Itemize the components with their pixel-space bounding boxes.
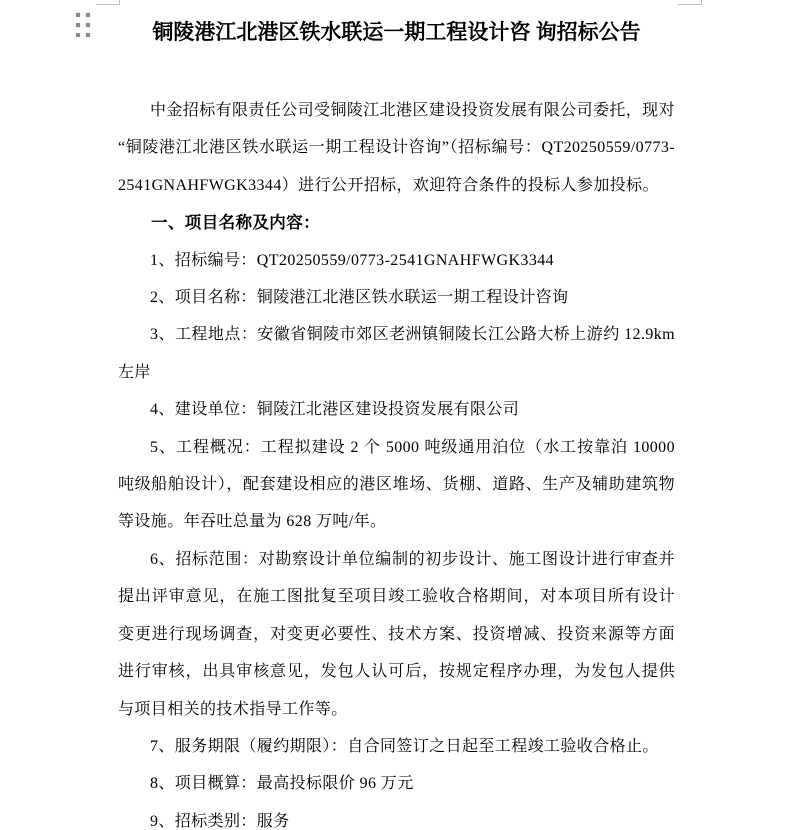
list-item-owner: 4、建设单位：铜陵江北港区建设投资发展有限公司 <box>150 401 520 419</box>
list-item-tender-number: 1、招标编号：QT20250559/0773-2541GNAHFWGK3344 <box>150 251 555 269</box>
document-body <box>118 0 675 830</box>
drag-handle-dot <box>86 13 90 17</box>
list-item-project-name: 2、项目名称：铜陵港江北港区铁水联运一期工程设计咨询 <box>150 289 569 307</box>
text-boundary-corner-mark-right <box>678 0 702 5</box>
drag-handle-dot <box>86 33 90 37</box>
list-item-tender-category: 9、招标类别：服务 <box>150 812 290 830</box>
list-item-budget: 8、项目概算：最高投标限价 96 万元 <box>150 775 414 793</box>
text-boundary-corner-mark-left <box>96 0 120 5</box>
drag-handle-dot <box>76 13 80 17</box>
drag-handle-dot <box>76 33 80 37</box>
section-heading: 一、项目名称及内容： <box>151 213 320 233</box>
drag-handle-dot <box>86 23 90 27</box>
drag-handle-dot <box>76 23 80 27</box>
list-item-project-site: 3、工程地点：安徽省铜陵市郊区老洲镇铜陵长江公路大桥上游约 12.9km 左岸 <box>118 326 675 381</box>
document-title: 铜陵港江北港区铁水联运一期工程设计咨 询招标公告 <box>152 20 641 44</box>
drag-handle-icon[interactable] <box>76 13 90 37</box>
list-item-service-period: 7、服务期限（履约期限）：自合同签订之日起至工程竣工验收合格止。 <box>150 737 659 755</box>
list-item-tender-scope: 6、招标范围：对勘察设计单位编制的初步设计、施工图设计进行审查并提出评审意见，在施工图批复至项目竣工验收合格期间，对本项目所有设计变更进行现场调查，对变更必要性、技术方案、投资增减、投资来源等方面进行审核，出具审核意见，发包人认可后，按规定程序办理，为发包人提供与项目相关的技术指导工作等。 <box>118 550 675 718</box>
list-item-project-profile: 5、工程概况：工程拟建设 2 个 5000 吨级通用泊位（水工按靠泊 10000 吨级船舶设计），配套建设相应的港区堆场、货棚、道路、生产及辅助建筑物等设施。年吞吐总量为 628 万吨/年。 <box>118 438 675 531</box>
intro-paragraph: 中金招标有限责任公司受铜陵江北港区建设投资发展有限公司委托，现对“铜陵港江北港区铁水联运一期工程设计咨询”（招标编号：QT20250559/0773-2541GNAHFWGK3344）进行公开招标，欢迎符合条件的投标人参加投标。 <box>118 102 675 194</box>
